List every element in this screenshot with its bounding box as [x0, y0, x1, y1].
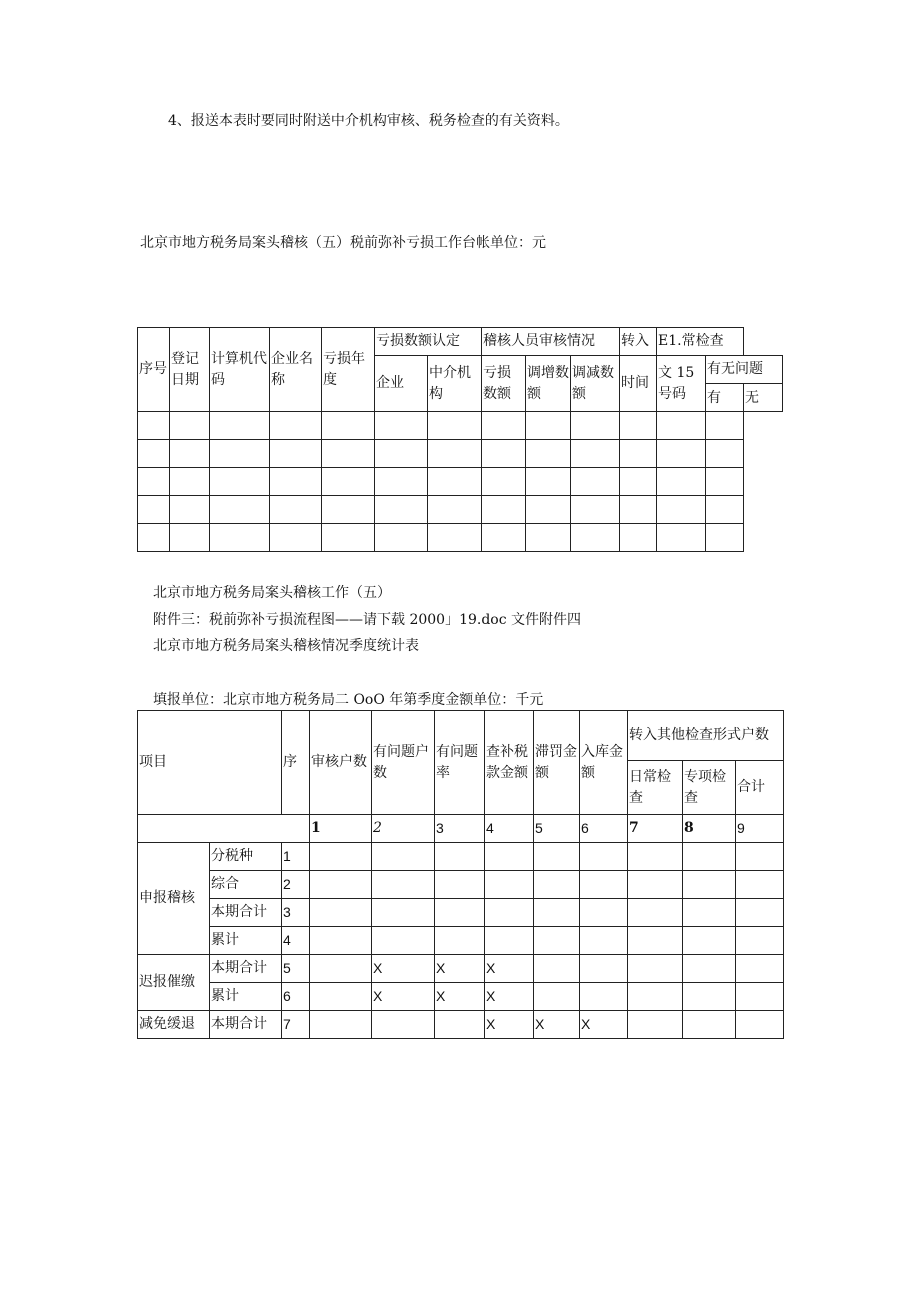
col-transfer: 转入	[620, 328, 657, 356]
col-number: 3	[435, 815, 485, 843]
col-number: 4	[485, 815, 534, 843]
sub-label: 累计	[210, 927, 282, 955]
col-time: 时间	[620, 356, 657, 412]
col-special-check: 专项检查	[683, 761, 736, 815]
col-loss-year: 亏损年度	[322, 328, 375, 412]
col-intermediary: 中介机构	[428, 356, 482, 412]
col-problem-households: 有问题户数	[372, 711, 435, 815]
col-company-name: 企业名称	[270, 328, 322, 412]
row-seq: 1	[282, 843, 310, 871]
col-yes: 有	[706, 384, 744, 412]
col-no: 无	[744, 384, 783, 412]
col-doc-number: 文 15 号码	[657, 356, 706, 412]
row-seq: 6	[282, 983, 310, 1011]
col-audited-households: 审核户数	[310, 711, 372, 815]
sub-label: 累计	[210, 983, 282, 1011]
table-row	[138, 468, 783, 496]
col-has-problem: 有无问题	[706, 356, 783, 384]
table-row	[138, 927, 784, 955]
ledger-title: 北京市地方税务局案头稽核（五）税前弥补亏损工作台帐单位：元	[140, 235, 546, 251]
table-row: 累计 6 X X X	[138, 983, 784, 1011]
row-seq: 3	[282, 899, 310, 927]
col-decrease: 调减数额	[571, 356, 620, 412]
group-label: 迟报催缴	[138, 955, 210, 1011]
col-supplementary-tax: 查补税款金额	[485, 711, 534, 815]
col-routine-check: E1.常检查	[657, 328, 744, 356]
col-number: 6	[580, 815, 628, 843]
table-row: 迟报催缴 本期合计 5 X X X	[138, 955, 784, 983]
col-problem-rate: 有问题率	[435, 711, 485, 815]
col-item: 项目	[138, 711, 282, 815]
group-label: 减免缓退	[138, 1011, 210, 1039]
col-enterprise: 企业	[375, 356, 428, 412]
column-number-row	[138, 815, 784, 843]
row-seq: 2	[282, 871, 310, 899]
col-stored-amount: 入库金额	[580, 711, 628, 815]
col-number: 9	[736, 815, 784, 843]
sub-label: 本期合计	[210, 955, 282, 983]
sub-label: 分税种	[210, 843, 282, 871]
table-row	[138, 899, 784, 927]
col-loss-amount: 亏损数额	[482, 356, 526, 412]
col-increase: 调增数额	[526, 356, 571, 412]
col-computer-code: 计算机代码	[210, 328, 270, 412]
col-number: 2	[372, 815, 435, 843]
col-number: 5	[534, 815, 580, 843]
row-seq: 5	[282, 955, 310, 983]
col-routine-check: 日常检查	[628, 761, 683, 815]
sub-label: 综合	[210, 871, 282, 899]
table-row	[138, 412, 783, 440]
col-number: 8	[683, 815, 736, 843]
table-row	[138, 524, 783, 552]
table-row	[138, 871, 784, 899]
col-late-penalty: 滞罚金额	[534, 711, 580, 815]
stats-unit: 填报单位：北京市地方税务局二 OoO 年第季度金额单位：千元	[153, 692, 544, 708]
col-auditor-review: 稽核人员审核情况	[482, 328, 620, 356]
col-seq: 序号	[138, 328, 170, 412]
col-other-check-forms: 转入其他检查形式户数	[628, 711, 784, 761]
row-seq: 7	[282, 1011, 310, 1039]
col-seq: 序	[282, 711, 310, 815]
sub-label: 本期合计	[210, 899, 282, 927]
col-number: 7	[628, 815, 683, 843]
sub-label: 本期合计	[210, 1011, 282, 1039]
col-number: 1	[310, 815, 372, 843]
table-row	[138, 496, 783, 524]
col-total: 合计	[736, 761, 784, 815]
note-4: 4、报送本表时要同时附送中介机构审核、税务检查的有关资料。	[168, 113, 569, 129]
group-label: 申报稽核	[138, 843, 210, 955]
line-3: 北京市地方税务局案头稽核情况季度统计表	[153, 638, 419, 654]
table-row	[138, 440, 783, 468]
row-seq: 4	[282, 927, 310, 955]
quarterly-stats-table	[137, 710, 784, 1039]
line-2: 附件三：税前弥补亏损流程图——请下载 2000」19.doc 文件附件四	[153, 612, 582, 628]
loss-ledger-table	[137, 327, 783, 552]
table-row	[138, 843, 784, 871]
table-row: 减免缓退 本期合计 7 X X X	[138, 1011, 784, 1039]
line-1: 北京市地方税务局案头稽核工作（五）	[153, 585, 391, 601]
col-reg-date: 登记日期	[170, 328, 210, 412]
col-loss-recognition: 亏损数额认定	[375, 328, 482, 356]
